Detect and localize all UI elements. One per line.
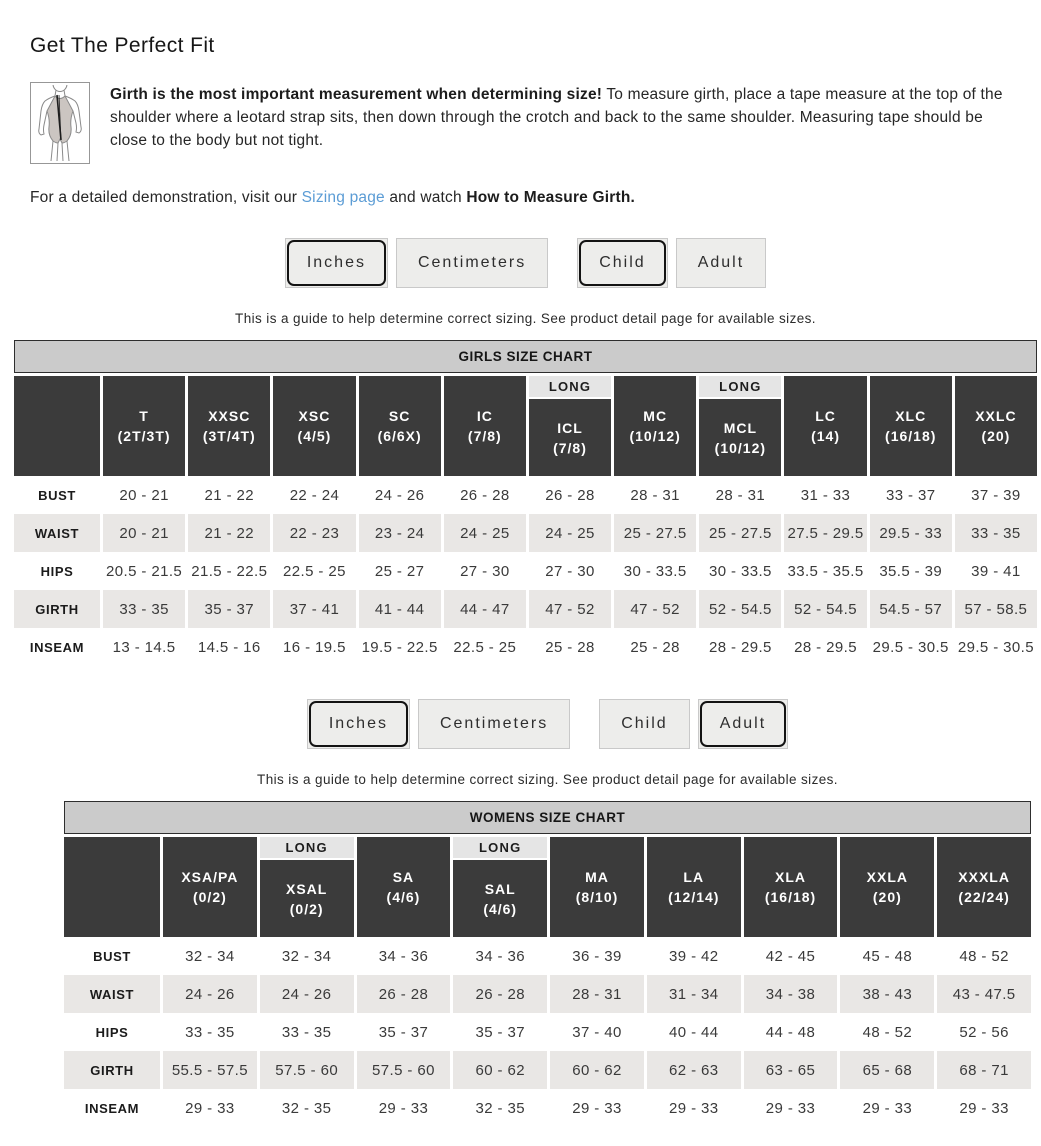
- size-value-cell: 38 - 43: [840, 975, 934, 1013]
- size-value-cell: 21.5 - 22.5: [191, 562, 268, 580]
- long-tag: LONG: [260, 837, 354, 858]
- size-value-cell: 26 - 28: [453, 975, 547, 1013]
- column-header-mcl: LONG MCL (10/12): [699, 376, 781, 476]
- size-value-cell: 22.5 - 25: [453, 638, 517, 656]
- girls-chart-title: GIRLS SIZE CHART: [14, 340, 1037, 373]
- size-value-cell: 52 - 54.5: [699, 590, 781, 628]
- chart-row-inseam: [64, 1089, 1031, 1127]
- column-header-ma: MA (8/10): [550, 837, 644, 937]
- toggle-adult-button[interactable]: Adult: [698, 699, 788, 749]
- size-value-cell: 47 - 52: [529, 590, 611, 628]
- size-value-cell: 30 - 33.5: [623, 562, 687, 580]
- size-value-cell: 32 - 35: [475, 1099, 525, 1117]
- size-value-cell: 42 - 45: [765, 947, 816, 965]
- womens-chart-title: WOMENS SIZE CHART: [64, 801, 1031, 834]
- size-value-cell: 43 - 47.5: [937, 975, 1031, 1013]
- page-title: Get The Perfect Fit: [30, 34, 215, 57]
- size-value-cell: 29.5 - 30.5: [957, 638, 1034, 656]
- size-value-cell: 21 - 22: [204, 486, 255, 504]
- size-value-cell: 37 - 40: [572, 1023, 622, 1041]
- size-value-cell: 26 - 28: [460, 486, 510, 504]
- size-value-cell: 14.5 - 16: [197, 638, 261, 656]
- size-value-cell: 27.5 - 29.5: [784, 514, 866, 552]
- size-value-cell: 34 - 38: [744, 975, 838, 1013]
- size-value-cell: 32 - 34: [185, 947, 235, 965]
- row-label: INSEAM: [84, 1100, 140, 1116]
- size-value-cell: 25 - 28: [630, 638, 680, 656]
- toggle-inches-button[interactable]: Inches: [285, 238, 388, 288]
- row-label: WAIST: [14, 514, 100, 552]
- size-value-cell: 29 - 33: [959, 1099, 1009, 1117]
- column-header-xxla: XXLA (20): [840, 837, 934, 937]
- column-header-xsc: XSC (4/5): [273, 376, 355, 476]
- size-value-cell: 29 - 33: [862, 1099, 913, 1117]
- header-corner-cell: [64, 837, 160, 937]
- column-header-icl: LONG ICL (7/8): [529, 376, 611, 476]
- size-value-cell: 24 - 26: [374, 486, 425, 504]
- long-tag: LONG: [699, 376, 781, 397]
- size-value-cell: 22.5 - 25: [283, 562, 346, 580]
- size-value-cell: 24 - 25: [529, 514, 611, 552]
- size-value-cell: 33 - 35: [955, 514, 1037, 552]
- size-value-cell: 22 - 23: [273, 514, 355, 552]
- size-value-cell: 30 - 33.5: [708, 562, 772, 580]
- toggle-adult-button[interactable]: Adult: [676, 238, 766, 288]
- column-header-sal: LONG SAL (4/6): [453, 837, 547, 937]
- chart-row-waist: [14, 514, 1037, 552]
- girth-description: [110, 83, 1011, 152]
- demo-line: [30, 189, 1011, 207]
- column-header-lc: LC (14): [784, 376, 866, 476]
- size-value-cell: 19.5 - 22.5: [361, 638, 438, 656]
- size-value-cell: 35 - 37: [378, 1023, 429, 1041]
- size-value-cell: 20 - 21: [119, 486, 169, 504]
- column-header-xsal: LONG XSAL (0/2): [260, 837, 354, 937]
- womens-size-chart: [64, 837, 1031, 1127]
- chart-row-bust: [14, 476, 1037, 514]
- column-header-xsa-pa: XSA/PA (0/2): [163, 837, 257, 937]
- toggle-child-button[interactable]: Child: [599, 699, 689, 749]
- size-value-cell: 52 - 56: [959, 1023, 1009, 1041]
- size-value-cell: 55.5 - 57.5: [163, 1051, 257, 1089]
- size-value-cell: 24 - 26: [260, 975, 354, 1013]
- column-header-t: T (2T/3T): [103, 376, 185, 476]
- column-header-mc: MC (10/12): [614, 376, 696, 476]
- size-value-cell: 29 - 33: [185, 1099, 235, 1117]
- size-value-cell: 45 - 48: [862, 947, 913, 965]
- size-value-cell: 25 - 27.5: [699, 514, 781, 552]
- toggle-centimeters-button[interactable]: Centimeters: [396, 238, 548, 288]
- chart-row-girth: [14, 590, 1037, 628]
- row-label: BUST: [93, 948, 131, 964]
- womens-toggle-group: [64, 699, 1031, 749]
- size-value-cell: 29 - 33: [765, 1099, 816, 1117]
- size-value-cell: 34 - 36: [475, 947, 525, 965]
- size-value-cell: 41 - 44: [359, 590, 441, 628]
- size-value-cell: 31 - 34: [647, 975, 741, 1013]
- demo-bold: How to Measure Girth.: [466, 189, 636, 206]
- size-value-cell: 27 - 30: [460, 562, 510, 580]
- size-value-cell: 28 - 31: [630, 486, 680, 504]
- size-value-cell: 68 - 71: [937, 1051, 1031, 1089]
- size-value-cell: 16 - 19.5: [283, 638, 346, 656]
- size-value-cell: 26 - 28: [357, 975, 451, 1013]
- size-value-cell: 48 - 52: [862, 1023, 913, 1041]
- size-value-cell: 63 - 65: [744, 1051, 838, 1089]
- size-value-cell: 32 - 34: [281, 947, 332, 965]
- size-value-cell: 40 - 44: [669, 1023, 719, 1041]
- size-value-cell: 47 - 52: [614, 590, 696, 628]
- size-value-cell: 52 - 54.5: [784, 590, 866, 628]
- girth-description-bold: Girth is the most important measurement when determining size!: [110, 86, 603, 103]
- size-value-cell: 29 - 33: [378, 1099, 429, 1117]
- column-header-xxsc: XXSC (3T/4T): [188, 376, 270, 476]
- womens-sizing-note: This is a guide to help determine correct sizing. See product detail page for available sizes.: [257, 772, 838, 787]
- size-value-cell: 24 - 25: [444, 514, 526, 552]
- row-label: HIPS: [40, 563, 74, 579]
- size-value-cell: 34 - 36: [378, 947, 429, 965]
- size-value-cell: 25 - 28: [545, 638, 595, 656]
- chart-header-row: [14, 376, 1037, 476]
- size-value-cell: 33 - 35: [185, 1023, 235, 1041]
- leotard-girth-icon: [30, 82, 90, 164]
- row-label: GIRTH: [14, 590, 100, 628]
- size-value-cell: 28 - 31: [715, 486, 766, 504]
- size-value-cell: 25 - 27.5: [614, 514, 696, 552]
- column-header-xxlc: XXLC (20): [955, 376, 1037, 476]
- toggle-centimeters-button[interactable]: Centimeters: [418, 699, 570, 749]
- toggle-inches-button[interactable]: Inches: [307, 699, 410, 749]
- size-value-cell: 13 - 14.5: [112, 638, 176, 656]
- size-value-cell: 35.5 - 39: [879, 562, 943, 580]
- column-header-xxxla: XXXLA (22/24): [937, 837, 1031, 937]
- size-value-cell: 24 - 26: [163, 975, 257, 1013]
- size-value-cell: 26 - 28: [545, 486, 595, 504]
- size-value-cell: 22 - 24: [289, 486, 340, 504]
- girls-section: [14, 238, 1037, 666]
- column-header-ic: IC (7/8): [444, 376, 526, 476]
- column-header-la: LA (12/14): [647, 837, 741, 937]
- long-tag: LONG: [453, 837, 547, 858]
- size-value-cell: 65 - 68: [840, 1051, 934, 1089]
- column-header-xla: XLA (16/18): [744, 837, 838, 937]
- size-value-cell: 31 - 33: [800, 486, 851, 504]
- row-label: INSEAM: [29, 639, 85, 655]
- womens-section: [64, 699, 1031, 1127]
- size-value-cell: 57 - 58.5: [955, 590, 1037, 628]
- girls-size-chart: [14, 376, 1037, 666]
- size-value-cell: 33 - 37: [885, 486, 936, 504]
- size-value-cell: 62 - 63: [647, 1051, 741, 1089]
- size-value-cell: 32 - 35: [281, 1099, 332, 1117]
- chart-row-waist: [64, 975, 1031, 1013]
- size-value-cell: 29.5 - 30.5: [872, 638, 949, 656]
- toggle-child-button[interactable]: Child: [577, 238, 667, 288]
- girls-toggle-group: [14, 238, 1037, 288]
- chart-row-bust: [64, 937, 1031, 975]
- row-label: BUST: [38, 487, 76, 503]
- size-value-cell: 29.5 - 33: [870, 514, 952, 552]
- size-value-cell: 60 - 62: [550, 1051, 644, 1089]
- size-value-cell: 48 - 52: [959, 947, 1009, 965]
- column-header-xlc: XLC (16/18): [870, 376, 952, 476]
- chart-header-row: [64, 837, 1031, 937]
- girls-sizing-note: This is a guide to help determine correct sizing. See product detail page for available sizes.: [235, 311, 816, 326]
- size-value-cell: 23 - 24: [359, 514, 441, 552]
- size-value-cell: 35 - 37: [188, 590, 270, 628]
- size-value-cell: 35 - 37: [475, 1023, 525, 1041]
- chart-row-hips: [64, 1013, 1031, 1051]
- row-label: HIPS: [95, 1024, 129, 1040]
- row-label: WAIST: [64, 975, 160, 1013]
- size-value-cell: 28 - 29.5: [794, 638, 857, 656]
- size-value-cell: 39 - 42: [669, 947, 719, 965]
- size-value-cell: 44 - 47: [444, 590, 526, 628]
- sizing-page-link[interactable]: Sizing page: [301, 189, 385, 206]
- column-header-sc: SC (6/6X): [359, 376, 441, 476]
- size-value-cell: 29 - 33: [669, 1099, 719, 1117]
- size-value-cell: 33 - 35: [281, 1023, 332, 1041]
- size-value-cell: 28 - 31: [550, 975, 644, 1013]
- column-header-sa: SA (4/6): [357, 837, 451, 937]
- size-value-cell: 33.5 - 35.5: [787, 562, 864, 580]
- size-value-cell: 39 - 41: [971, 562, 1021, 580]
- chart-row-girth: [64, 1051, 1031, 1089]
- size-value-cell: 54.5 - 57: [870, 590, 952, 628]
- demo-middle: and watch: [384, 189, 467, 206]
- girth-description-rest: To measure girth, place a tape measure at the top of the shoulder where a leotard strap sits, then down through the crotch and back to the same shoulder. Measuring tape should be close to the body but not tight.: [110, 86, 1003, 149]
- size-value-cell: 27 - 30: [545, 562, 595, 580]
- long-tag: LONG: [529, 376, 611, 397]
- size-value-cell: 25 - 27: [374, 562, 425, 580]
- size-value-cell: 60 - 62: [453, 1051, 547, 1089]
- size-value-cell: 57.5 - 60: [260, 1051, 354, 1089]
- size-value-cell: 29 - 33: [572, 1099, 622, 1117]
- chart-row-inseam: [14, 628, 1037, 666]
- size-value-cell: 20.5 - 21.5: [106, 562, 183, 580]
- size-value-cell: 33 - 35: [103, 590, 185, 628]
- size-guide-page: [0, 34, 1041, 1127]
- girth-info-row: [30, 82, 1011, 164]
- demo-prefix: For a detailed demonstration, visit our: [30, 189, 302, 206]
- size-value-cell: 28 - 29.5: [708, 638, 772, 656]
- size-value-cell: 57.5 - 60: [357, 1051, 451, 1089]
- size-value-cell: 20 - 21: [103, 514, 185, 552]
- row-label: GIRTH: [64, 1051, 160, 1089]
- size-value-cell: 21 - 22: [188, 514, 270, 552]
- size-value-cell: 37 - 41: [273, 590, 355, 628]
- size-value-cell: 44 - 48: [765, 1023, 816, 1041]
- header-corner-cell: [14, 376, 100, 476]
- size-value-cell: 36 - 39: [572, 947, 622, 965]
- size-value-cell: 37 - 39: [971, 486, 1021, 504]
- chart-row-hips: [14, 552, 1037, 590]
